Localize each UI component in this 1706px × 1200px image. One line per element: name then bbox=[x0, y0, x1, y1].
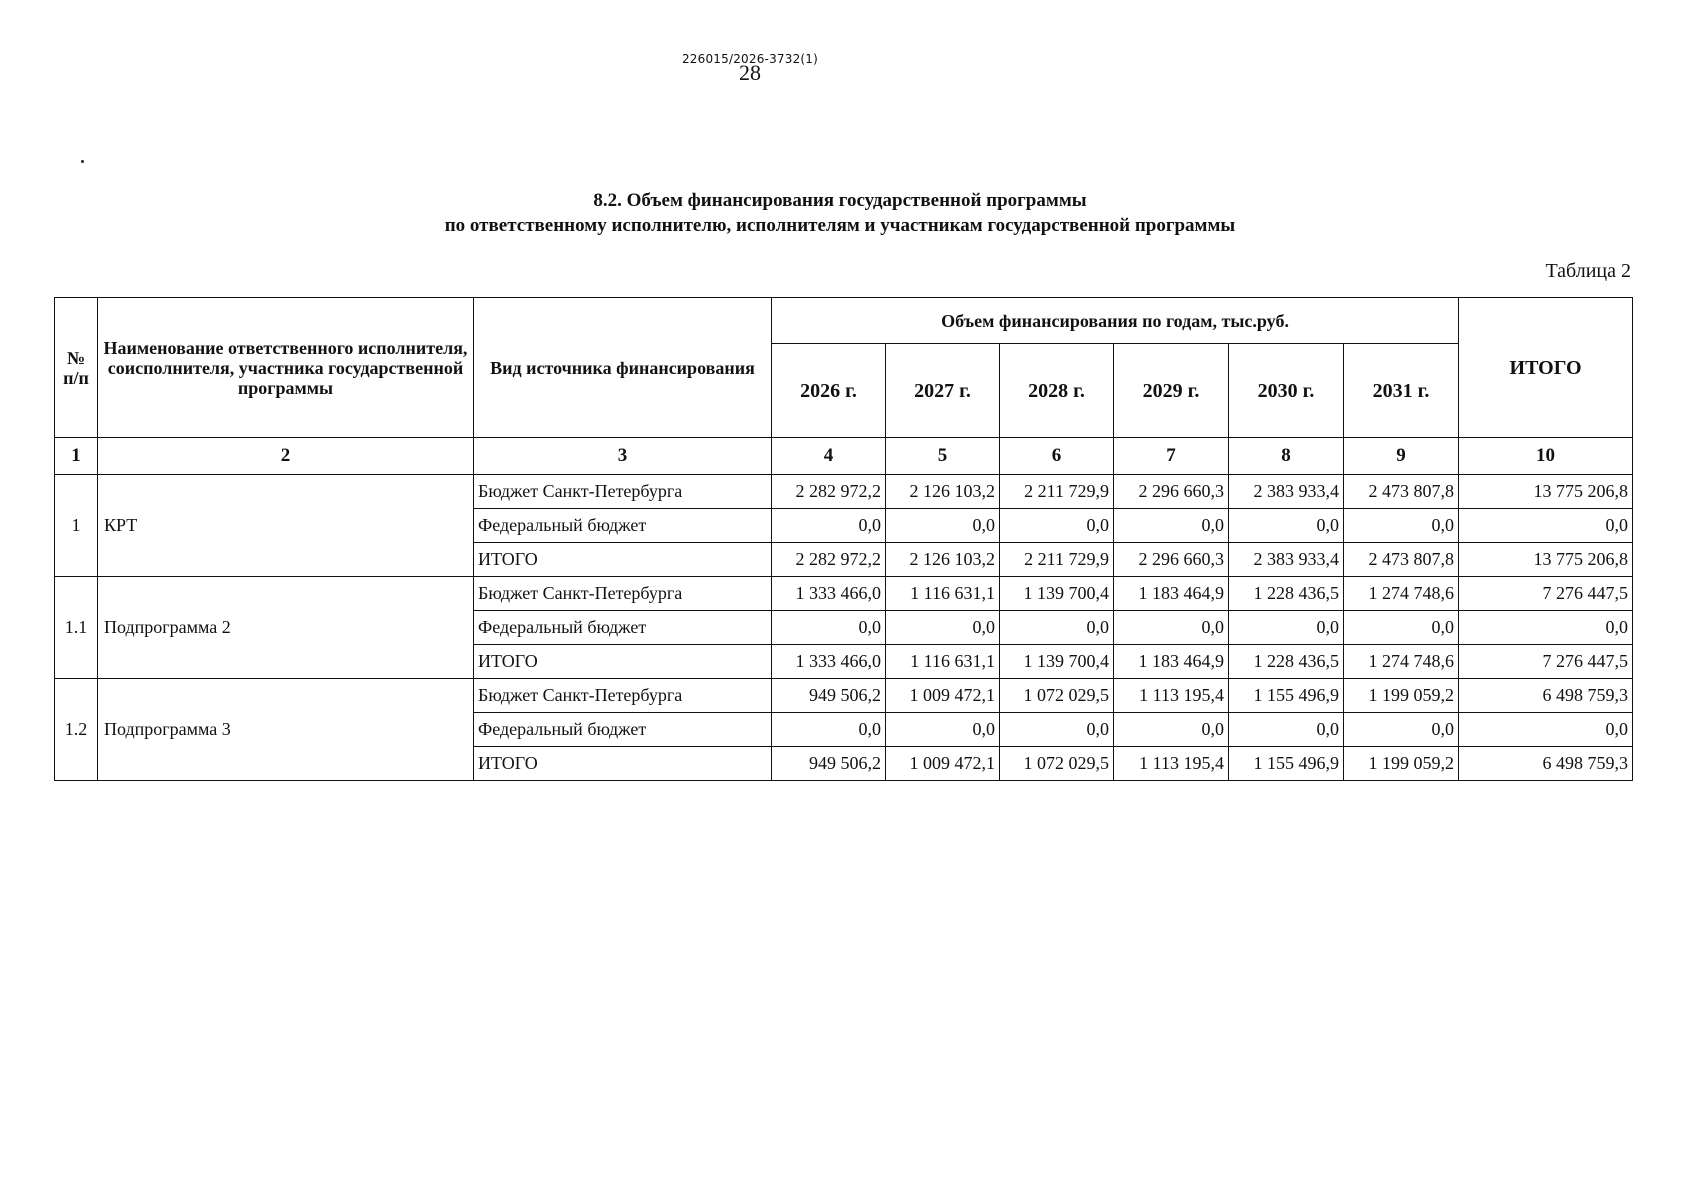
executor-name-cell: Подпрограмма 3 bbox=[98, 679, 474, 781]
row-number-cell: 1 bbox=[55, 475, 98, 577]
executor-name-cell: Подпрограмма 2 bbox=[98, 577, 474, 679]
table-caption: Таблица 2 bbox=[1545, 260, 1631, 282]
column-number: 6 bbox=[1000, 438, 1114, 475]
year-value-cell: 1 183 464,9 bbox=[1114, 645, 1229, 679]
funding-source-cell: Бюджет Санкт-Петербурга bbox=[474, 475, 772, 509]
table-row bbox=[55, 475, 1633, 509]
funding-source-cell: ИТОГО bbox=[474, 543, 772, 577]
row-total-cell: 7 276 447,5 bbox=[1459, 645, 1633, 679]
header-year-2030: 2030 г. bbox=[1229, 344, 1344, 438]
year-value-cell: 0,0 bbox=[1229, 509, 1344, 543]
funding-source-cell: Бюджет Санкт-Петербурга bbox=[474, 679, 772, 713]
year-value-cell: 0,0 bbox=[1000, 509, 1114, 543]
year-value-cell: 1 139 700,4 bbox=[1000, 645, 1114, 679]
year-value-cell: 1 139 700,4 bbox=[1000, 577, 1114, 611]
year-value-cell: 0,0 bbox=[1000, 611, 1114, 645]
year-value-cell: 1 155 496,9 bbox=[1229, 747, 1344, 781]
column-number: 8 bbox=[1229, 438, 1344, 475]
year-value-cell: 1 274 748,6 bbox=[1344, 645, 1459, 679]
year-value-cell: 1 228 436,5 bbox=[1229, 577, 1344, 611]
year-value-cell: 1 113 195,4 bbox=[1114, 747, 1229, 781]
header-year-2029: 2029 г. bbox=[1114, 344, 1229, 438]
year-value-cell: 2 126 103,2 bbox=[886, 475, 1000, 509]
funding-source-cell: Федеральный бюджет bbox=[474, 713, 772, 747]
column-number: 10 bbox=[1459, 438, 1633, 475]
section-title-line-1: 8.2. Объем финансирования государственной программы bbox=[593, 190, 1087, 211]
column-number: 9 bbox=[1344, 438, 1459, 475]
year-value-cell: 1 116 631,1 bbox=[886, 645, 1000, 679]
year-value-cell: 2 383 933,4 bbox=[1229, 543, 1344, 577]
document-number: 226015/2026-3732(1) bbox=[681, 52, 819, 66]
year-value-cell: 1 333 466,0 bbox=[772, 645, 886, 679]
row-total-cell: 13 775 206,8 bbox=[1459, 543, 1633, 577]
column-number: 4 bbox=[772, 438, 886, 475]
header-total: ИТОГО bbox=[1459, 298, 1633, 438]
year-value-cell: 1 274 748,6 bbox=[1344, 577, 1459, 611]
row-total-cell: 0,0 bbox=[1459, 509, 1633, 543]
header-executor-name: Наименование ответственного исполнителя, соисполнителя, участника государственной программы bbox=[98, 298, 474, 438]
row-number-cell: 1.2 bbox=[55, 679, 98, 781]
column-number: 7 bbox=[1114, 438, 1229, 475]
section-title-line-2: по ответственному исполнителю, исполнителям и участникам государственной программы bbox=[444, 215, 1236, 236]
row-total-cell: 6 498 759,3 bbox=[1459, 747, 1633, 781]
header-year-2031: 2031 г. bbox=[1344, 344, 1459, 438]
year-value-cell: 1 009 472,1 bbox=[886, 679, 1000, 713]
row-total-cell: 0,0 bbox=[1459, 611, 1633, 645]
column-number: 2 bbox=[98, 438, 474, 475]
row-total-cell: 0,0 bbox=[1459, 713, 1633, 747]
year-value-cell: 0,0 bbox=[886, 509, 1000, 543]
year-value-cell: 1 333 466,0 bbox=[772, 577, 886, 611]
year-value-cell: 1 113 195,4 bbox=[1114, 679, 1229, 713]
row-number-cell: 1.1 bbox=[55, 577, 98, 679]
year-value-cell: 0,0 bbox=[1114, 509, 1229, 543]
column-numbers-row bbox=[55, 438, 1633, 475]
year-value-cell: 0,0 bbox=[886, 611, 1000, 645]
year-value-cell: 1 009 472,1 bbox=[886, 747, 1000, 781]
year-value-cell: 2 296 660,3 bbox=[1114, 543, 1229, 577]
year-value-cell: 0,0 bbox=[1344, 713, 1459, 747]
year-value-cell: 949 506,2 bbox=[772, 679, 886, 713]
year-value-cell: 2 473 807,8 bbox=[1344, 475, 1459, 509]
year-value-cell: 1 116 631,1 bbox=[886, 577, 1000, 611]
year-value-cell: 1 072 029,5 bbox=[1000, 747, 1114, 781]
financing-table bbox=[54, 297, 1633, 781]
year-value-cell: 0,0 bbox=[772, 713, 886, 747]
table-body bbox=[55, 438, 1633, 781]
column-number: 5 bbox=[886, 438, 1000, 475]
year-value-cell: 2 282 972,2 bbox=[772, 543, 886, 577]
year-value-cell: 2 282 972,2 bbox=[772, 475, 886, 509]
header-year-2028: 2028 г. bbox=[1000, 344, 1114, 438]
year-value-cell: 1 199 059,2 bbox=[1344, 679, 1459, 713]
page-number: 28 bbox=[739, 60, 761, 85]
page-header bbox=[0, 50, 1706, 90]
year-value-cell: 2 211 729,9 bbox=[1000, 543, 1114, 577]
year-value-cell: 0,0 bbox=[1114, 713, 1229, 747]
row-total-cell: 7 276 447,5 bbox=[1459, 577, 1633, 611]
year-value-cell: 0,0 bbox=[1344, 509, 1459, 543]
year-value-cell: 0,0 bbox=[1229, 713, 1344, 747]
year-value-cell: 2 473 807,8 bbox=[1344, 543, 1459, 577]
funding-source-cell: ИТОГО bbox=[474, 747, 772, 781]
year-value-cell: 1 199 059,2 bbox=[1344, 747, 1459, 781]
year-value-cell: 949 506,2 bbox=[772, 747, 886, 781]
year-value-cell: 1 072 029,5 bbox=[1000, 679, 1114, 713]
funding-source-cell: Бюджет Санкт-Петербурга bbox=[474, 577, 772, 611]
year-value-cell: 0,0 bbox=[1000, 713, 1114, 747]
year-value-cell: 1 155 496,9 bbox=[1229, 679, 1344, 713]
header-funding-source: Вид источника финансирования bbox=[474, 298, 772, 438]
year-value-cell: 2 126 103,2 bbox=[886, 543, 1000, 577]
year-value-cell: 0,0 bbox=[1229, 611, 1344, 645]
header-year-2027: 2027 г. bbox=[886, 344, 1000, 438]
funding-source-cell: ИТОГО bbox=[474, 645, 772, 679]
row-total-cell: 6 498 759,3 bbox=[1459, 679, 1633, 713]
table-row bbox=[55, 577, 1633, 611]
table-row bbox=[55, 679, 1633, 713]
executor-name-cell: КРТ bbox=[98, 475, 474, 577]
year-value-cell: 2 383 933,4 bbox=[1229, 475, 1344, 509]
year-value-cell: 0,0 bbox=[772, 509, 886, 543]
year-value-cell: 0,0 bbox=[1344, 611, 1459, 645]
header-year-2026: 2026 г. bbox=[772, 344, 886, 438]
header-years-group: Объем финансирования по годам, тыс.руб. bbox=[772, 298, 1459, 344]
year-value-cell: 2 211 729,9 bbox=[1000, 475, 1114, 509]
year-value-cell: 0,0 bbox=[1114, 611, 1229, 645]
header-row-number: № п/п bbox=[55, 298, 98, 438]
column-number: 1 bbox=[55, 438, 98, 475]
funding-source-cell: Федеральный бюджет bbox=[474, 509, 772, 543]
year-value-cell: 1 228 436,5 bbox=[1229, 645, 1344, 679]
scan-dot-mark bbox=[81, 160, 84, 163]
year-value-cell: 0,0 bbox=[886, 713, 1000, 747]
row-total-cell: 13 775 206,8 bbox=[1459, 475, 1633, 509]
funding-source-cell: Федеральный бюджет bbox=[474, 611, 772, 645]
section-title bbox=[0, 188, 1680, 238]
year-value-cell: 0,0 bbox=[772, 611, 886, 645]
column-number: 3 bbox=[474, 438, 772, 475]
year-value-cell: 1 183 464,9 bbox=[1114, 577, 1229, 611]
year-value-cell: 2 296 660,3 bbox=[1114, 475, 1229, 509]
